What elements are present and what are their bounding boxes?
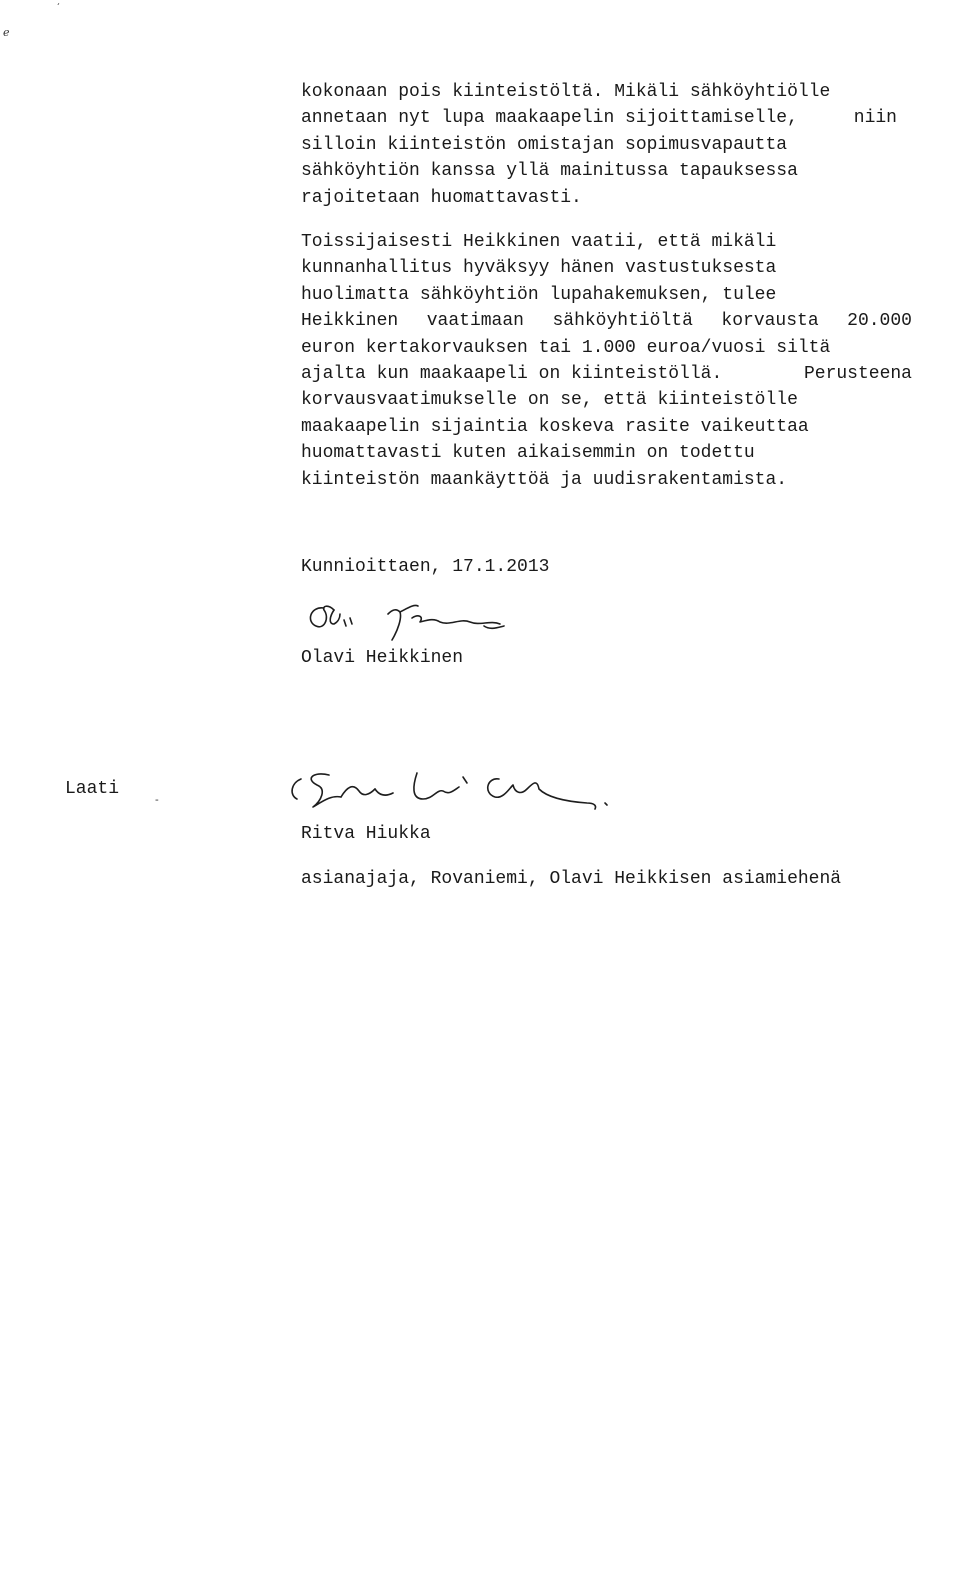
scan-speck: ‘ bbox=[57, 2, 60, 11]
text-line: korvausvaatimukselle on se, että kiinteistölle bbox=[301, 390, 798, 411]
text-line: kiinteistön maankäyttöä ja uudisrakentamista. bbox=[301, 469, 788, 490]
preparer-signature bbox=[283, 765, 613, 825]
sender-signature bbox=[300, 600, 540, 650]
text-line: rajoitetaan huomattavasti. bbox=[301, 187, 582, 208]
text-line-part: korvausta bbox=[721, 311, 819, 332]
text-line-part: vaatimaan bbox=[426, 311, 524, 332]
scan-speck: e bbox=[3, 26, 10, 39]
text-line: Toissijaisesti Heikkinen vaatii, että mikäli bbox=[301, 232, 777, 252]
text-line bbox=[301, 105, 897, 131]
text-line-part: Perusteena bbox=[803, 364, 912, 385]
closing-line: Kunnioittaen, 17.1.2013 bbox=[301, 557, 550, 577]
text-line bbox=[301, 361, 912, 387]
text-line-part: 20.000 bbox=[847, 311, 912, 332]
scan-speck: - bbox=[155, 793, 159, 806]
text-line: kokonaan pois kiinteistöltä. Mikäli sähköyhtiölle bbox=[301, 82, 831, 102]
text-line-part: annetaan nyt lupa maakaapelin sijoittamiselle, bbox=[301, 108, 798, 129]
text-line: sähköyhtiön kanssa yllä mainitussa tapauksessa bbox=[301, 161, 798, 182]
text-line: huomattavasti kuten aikaisemmin on todettu bbox=[301, 443, 755, 464]
text-line: silloin kiinteistön omistajan sopimusvapautta bbox=[301, 134, 788, 155]
preparer-name: Ritva Hiukka bbox=[301, 824, 431, 844]
preparer-title: asianajaja, Rovaniemi, Olavi Heikkisen asiamiehenä bbox=[301, 869, 842, 889]
paragraph-2 bbox=[301, 229, 912, 493]
text-line-part: Heikkinen bbox=[301, 311, 399, 332]
text-line: maakaapelin sijaintia koskeva rasite vaikeuttaa bbox=[301, 416, 809, 437]
prepared-label: Laati bbox=[65, 779, 120, 799]
paragraph-1 bbox=[301, 79, 897, 211]
text-line: kunnanhallitus hyväksyy hänen vastustuksesta bbox=[301, 258, 777, 279]
text-line-part: niin bbox=[853, 108, 897, 129]
text-line: euron kertakorvauksen tai 1.000 euroa/vuosi siltä bbox=[301, 337, 831, 358]
sender-name: Olavi Heikkinen bbox=[301, 648, 464, 668]
text-line bbox=[301, 308, 912, 334]
text-line: huolimatta sähköyhtiön lupahakemuksen, tulee bbox=[301, 284, 777, 305]
text-line-part: ajalta kun maakaapeli on kiinteistöllä. bbox=[301, 364, 723, 385]
text-line-part: sähköyhtiöltä bbox=[552, 311, 693, 332]
